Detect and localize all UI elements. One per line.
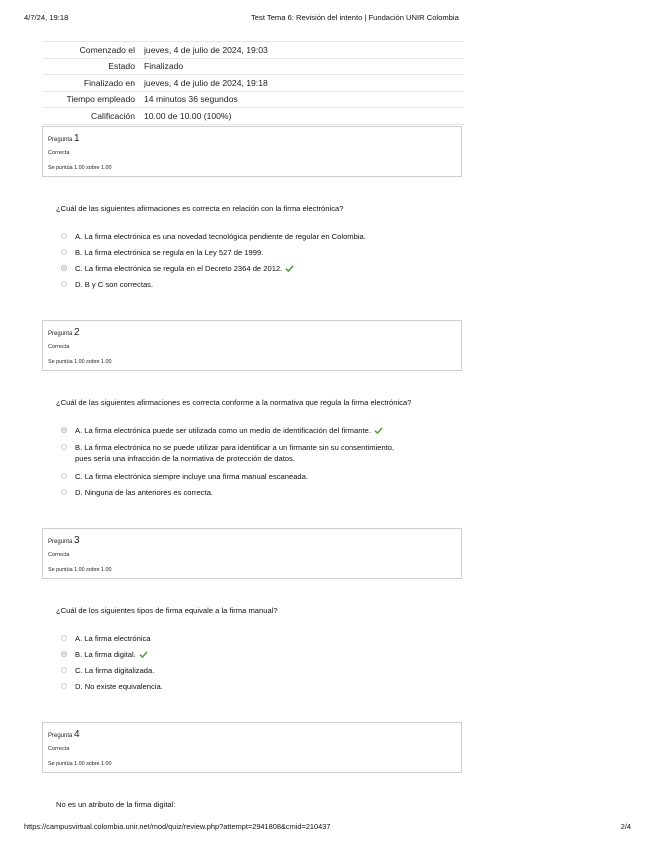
print-url: https://campusvirtual.colombia.unir.net/mod/quiz/review.php?attempt=2941808&cmid=210437 — [24, 822, 331, 831]
radio-icon[interactable] — [61, 635, 67, 641]
summary-row — [43, 108, 464, 125]
question-text: No es un atributo de la firma digital: — [56, 800, 176, 809]
summary-value: jueves, 4 de julio de 2024, 19:18 — [144, 75, 464, 92]
radio-icon[interactable] — [61, 489, 67, 495]
print-date: 4/7/24, 19:18 — [24, 13, 69, 22]
summary-label: Comenzado el — [43, 42, 144, 59]
summary-value: jueves, 4 de julio de 2024, 19:03 — [144, 42, 464, 59]
summary-value: 10.00 de 10.00 (100%) — [144, 108, 464, 125]
question-grade: Se puntúa 1.00 sobre 1.00 — [48, 761, 112, 767]
summary-row — [43, 42, 464, 59]
question-number: Pregunta 2 — [48, 327, 80, 338]
question-text: ¿Cuál de las siguientes afirmaciones es correcta en relación con la firma electrónica? — [56, 204, 344, 213]
question-info-2 — [42, 320, 462, 371]
summary-label: Tiempo empleado — [43, 91, 144, 108]
question-state: Correcta — [48, 552, 70, 558]
question-number: Pregunta 3 — [48, 535, 80, 546]
question-grade: Se puntúa 1.00 sobre 1.00 — [48, 165, 112, 171]
summary-label: Finalizado en — [43, 75, 144, 92]
question-info-4 — [42, 722, 462, 773]
check-icon — [139, 651, 148, 658]
question-state: Correcta — [48, 746, 70, 752]
summary-row — [43, 91, 464, 108]
summary-label: Estado — [43, 58, 144, 75]
radio-icon[interactable] — [61, 683, 67, 689]
summary-value: Finalizado — [144, 58, 464, 75]
question-state: Correcta — [48, 150, 70, 156]
summary-label: Calificación — [43, 108, 144, 125]
radio-icon[interactable] — [61, 473, 67, 479]
check-icon — [285, 265, 294, 272]
question-state: Correcta — [48, 344, 70, 350]
radio-icon[interactable] — [61, 233, 67, 239]
summary-value: 14 minutos 36 segundos — [144, 91, 464, 108]
page-number: 2/4 — [620, 822, 631, 831]
question-grade: Se puntúa 1.00 sobre 1.00 — [48, 359, 112, 365]
summary-row — [43, 58, 464, 75]
question-grade: Se puntúa 1.00 sobre 1.00 — [48, 567, 112, 573]
radio-icon[interactable] — [61, 265, 67, 271]
question-text: ¿Cuál de los siguientes tipos de firma equivale a la firma manual? — [56, 606, 278, 615]
summary-row — [43, 75, 464, 92]
radio-icon[interactable] — [61, 667, 67, 673]
radio-icon[interactable] — [61, 249, 67, 255]
radio-icon[interactable] — [61, 427, 67, 433]
check-icon — [374, 427, 383, 434]
question-info-3 — [42, 528, 462, 579]
print-title: Test Tema 6: Revisión del intento | Fundación UNIR Colombia — [251, 13, 459, 22]
question-info-1 — [42, 126, 462, 177]
question-number: Pregunta 1 — [48, 133, 80, 144]
question-text: ¿Cuál de las siguientes afirmaciones es correcta conforme a la normativa que regula la firma electrónica? — [56, 398, 412, 407]
radio-icon[interactable] — [61, 444, 67, 450]
radio-icon[interactable] — [61, 651, 67, 657]
question-number: Pregunta 4 — [48, 729, 80, 740]
radio-icon[interactable] — [61, 281, 67, 287]
attempt-summary-table — [43, 41, 464, 125]
